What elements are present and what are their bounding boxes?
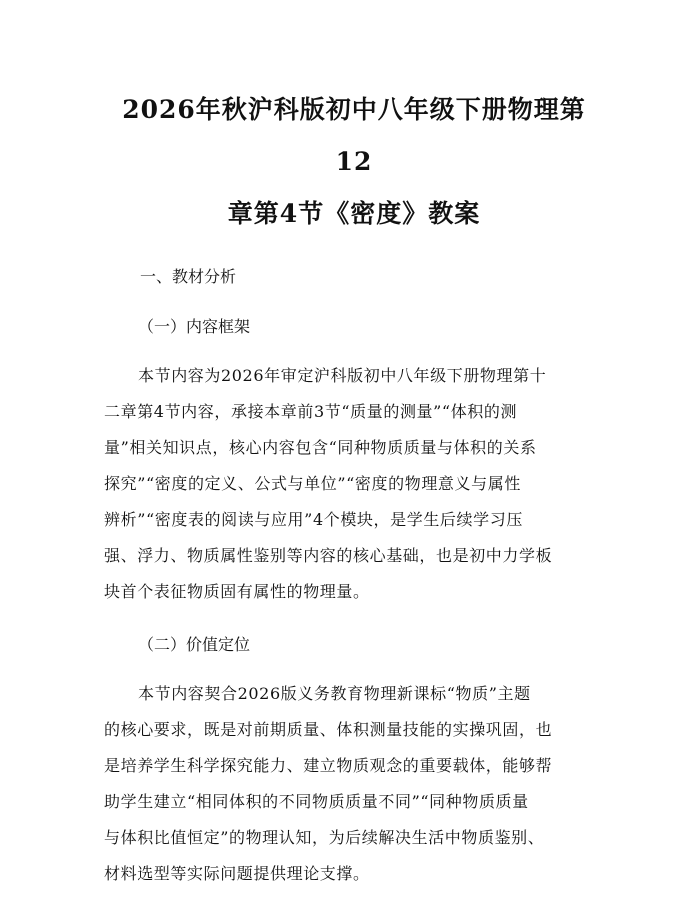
title-line: 2026年秋沪科版初中八年级下册物理第12 (122, 95, 586, 176)
paragraph-line: 二章第4节内容，承接本章前3节“质量的测量”“体积的测 (104, 402, 518, 421)
paragraph-line: 量”相关知识点，核心内容包含“同种物质质量与体积的关系 (104, 438, 537, 457)
paragraph-line: 本节内容为2026年审定沪科版初中八年级下册物理第十 (138, 366, 547, 385)
document-title (104, 84, 604, 240)
paragraph-content-framework (104, 358, 604, 610)
paragraph-line: 与体积比值恒定”的物理认知，为后续解决生活中物质鉴别、 (104, 828, 545, 847)
paragraph-line: 是培养学生科学探究能力、建立物质观念的重要载体，能够帮 (104, 756, 553, 775)
subsection-heading-content-framework: （一）内容框架 (138, 317, 251, 336)
paragraph-line: 助学生建立“相同体积的不同物质质量不同”“同种物质质量 (104, 792, 529, 811)
paragraph-value-positioning (104, 676, 604, 892)
subsection-heading-value-positioning: （二）价值定位 (138, 635, 251, 654)
paragraph-line: 块首个表征物质固有属性的物理量。 (104, 582, 370, 601)
paragraph-line: 材料选型等实际问题提供理论支撑。 (104, 864, 370, 883)
paragraph-line: 本节内容契合2026版义务教育物理新课标“物质”主题 (138, 684, 531, 703)
title-line: 章第4节《密度》教案 (227, 199, 481, 228)
paragraph-line: 辨析”“密度表的阅读与应用”4个模块，是学生后续学习压 (104, 510, 523, 529)
paragraph-line: 探究”“密度的定义、公式与单位”“密度的物理意义与属性 (104, 474, 521, 493)
section-heading-textbook-analysis: 一、教材分析 (140, 267, 237, 286)
paragraph-line: 的核心要求，既是对前期质量、体积测量技能的实操巩固，也 (104, 720, 553, 739)
paragraph-line: 强、浮力、物质属性鉴别等内容的核心基础，也是初中力学板 (104, 546, 553, 565)
